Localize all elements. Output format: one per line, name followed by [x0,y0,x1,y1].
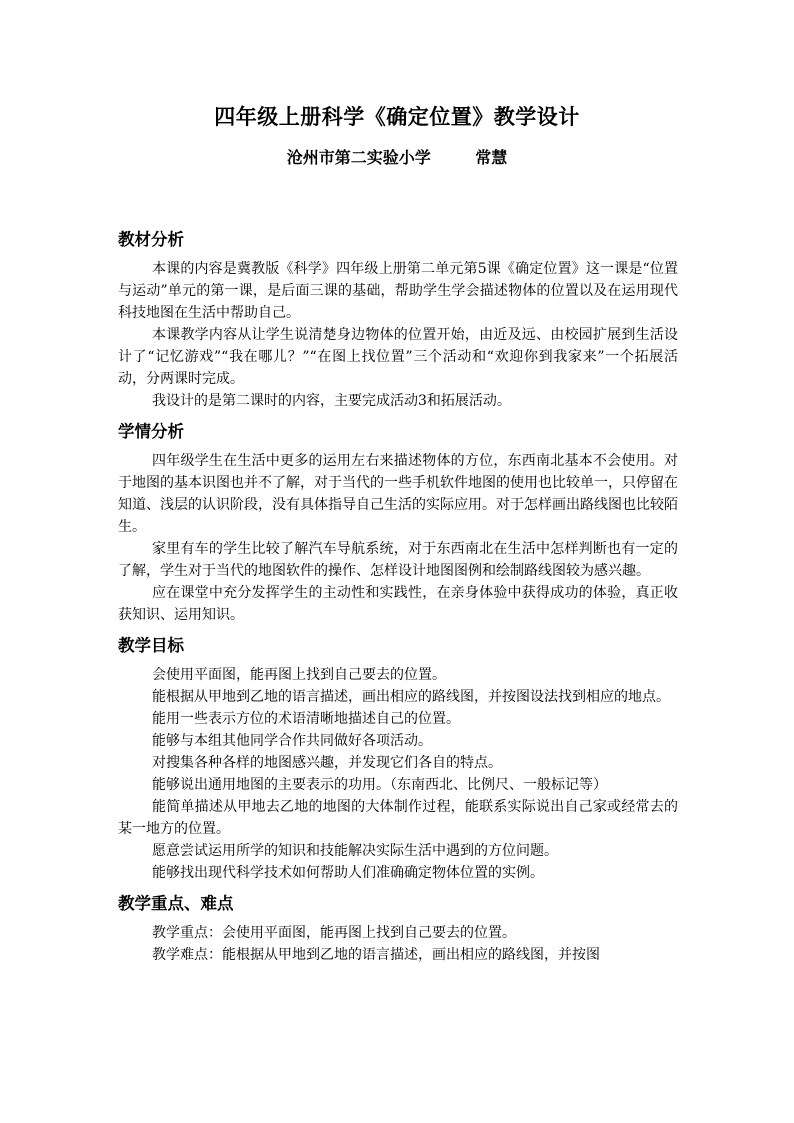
section-heading: 教学重点、难点 [118,894,234,913]
objective-item: 愿意尝试运用所学的知识和技能解决实际生活中遇到的方位问题。 [152,843,558,859]
section-textbook-analysis [118,228,678,412]
paragraph: 教学难点：能根据从甲地到乙地的语言描述，画出相应的路线图，并按图 [152,947,600,963]
section-student-analysis [118,420,678,626]
document-title: 四年级上册科学《确定位置》教学设计 [214,105,580,129]
objective-item: 能够说出通用地图的主要表示的功用。（东南西北、比例尺、一般标记等） [152,777,607,793]
document-body [118,228,678,966]
paragraph: 应在课堂中充分发挥学生的主动性和实践性，在亲身体验中获得成功的体验，真正收获知识、运用知识。 [118,585,678,623]
section-key-points [118,892,678,966]
objective-item: 能根据从甲地到乙地的语言描述，画出相应的路线图，并按图设法找到相应的地点。 [152,689,670,705]
objective-item: 会使用平面图，能再图上找到自己要去的位置。 [152,667,446,683]
section-teaching-objectives [118,634,678,884]
objective-item: 能简单描述从甲地去乙地的地图的大体制作过程，能联系实际说出自己家或经常去的某一地方的位置。 [118,799,678,837]
objective-item: 能够与本组其他同学合作共同做好各项活动。 [152,733,432,749]
paragraph: 本课教学内容从让学生说清楚身边物体的位置开始，由近及远、由校园扩展到生活设计了“记忆游戏”“我在哪儿？”“在图上找位置”三个活动和“欢迎你到我家来”一个拓展活动，分两课时完成。 [118,327,678,387]
objective-item: 对搜集各种各样的地图感兴趣，并发现它们各自的特点。 [152,755,502,771]
paragraph: 我设计的是第二课时的内容，主要完成活动3和拓展活动。 [152,393,511,409]
section-heading: 学情分析 [118,422,184,441]
section-heading: 教材分析 [118,230,184,249]
section-heading: 教学目标 [118,636,184,655]
paragraph: 本课的内容是冀教版《科学》四年级上册第二单元第5课《确定位置》这一课是“位置与运动”单元的第一课，是后面三课的基础，帮助学生学会描述物体的位置以及在运用现代科技地图在生活中帮助自己。 [118,261,678,321]
paragraph: 家里有车的学生比较了解汽车导航系统，对于东西南北在生活中怎样判断也有一定的了解，学生对于当代的地图软件的操作、怎样设计地图图例和绘制路线图较为感兴趣。 [118,541,678,579]
author-line: 沧州市第二实验小学 常慧 [286,148,508,167]
objective-item: 能用一些表示方位的术语清晰地描述自己的位置。 [152,711,460,727]
paragraph: 四年级学生在生活中更多的运用左右来描述物体的方位，东西南北基本不会使用。对于地图的基本识图也并不了解，对于当代的一些手机软件地图的使用也比较单一，只停留在知道、浅层的认识阶段，没有具体指导自己生活的实际应用。对于怎样画出路线图也比较陌生。 [118,453,678,535]
paragraph: 教学重点：会使用平面图，能再图上找到自己要去的位置。 [152,925,516,941]
objective-item: 能够找出现代科学技术如何帮助人们准确确定物体位置的实例。 [152,865,544,881]
